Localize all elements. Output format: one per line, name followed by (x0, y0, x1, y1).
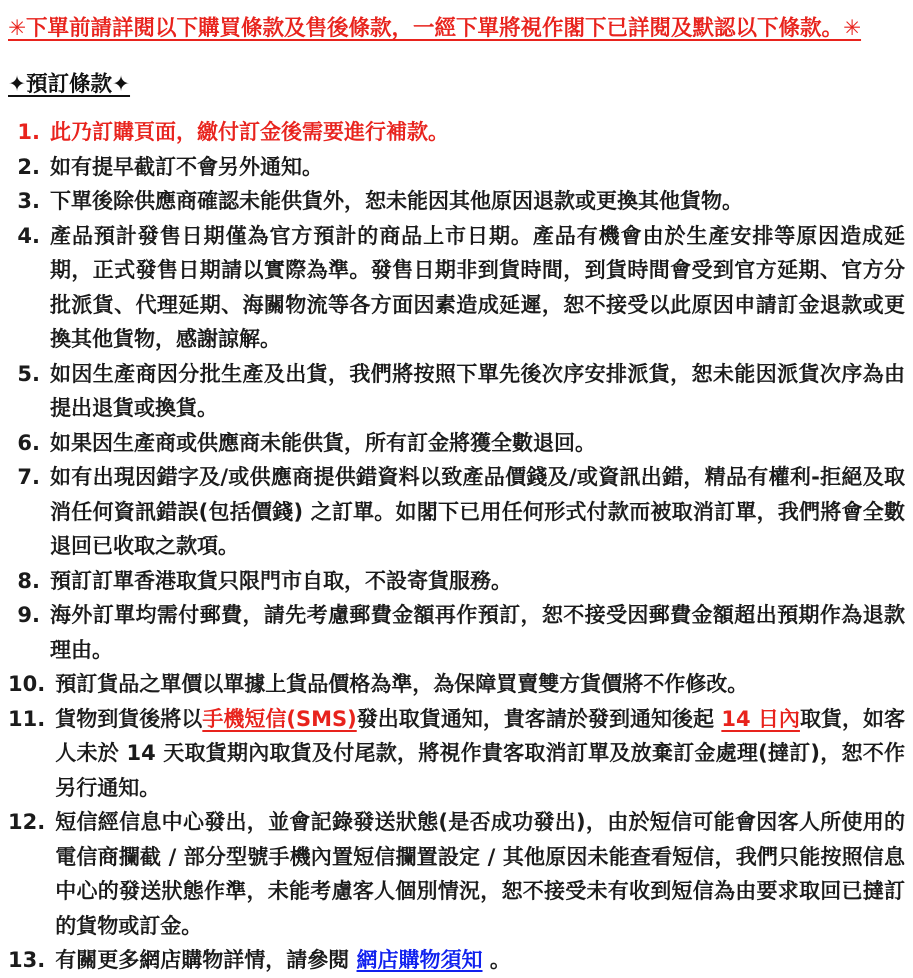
term-text (50, 357, 905, 426)
term-text-segment: 此乃訂購頁面，繳付訂金後需要進行補款。 (50, 120, 449, 144)
term-text-segment: 產品預計發售日期僅為官方預計的商品上市日期。產品有機會由於生產安排等原因造成延期，正式發售日期請以實際為準。發售日期非到貨時間，到貨時間會受到官方延期、官方分批派貨、代理延期、海關物流等各方面因素造成延遲，恕不接受以此原因申請訂金退款或更換其他貨物，感謝諒解。 (50, 223, 905, 351)
term-text (50, 219, 905, 357)
term-text (50, 115, 905, 150)
term-number: 3. (17, 189, 40, 213)
section-title-wrap (8, 70, 905, 100)
term-text (50, 184, 905, 219)
term-number: 7. (17, 465, 40, 489)
term-text-segment: 貨物到貨後將以 (55, 706, 203, 731)
term-text (55, 667, 905, 702)
term-item-7 (8, 460, 905, 564)
term-text-segment: 短信經信息中心發出，並會記錄發送狀態(是否成功發出)，由於短信可能會因客人所使用的電信商攔截 / 部分型號手機內置短信攔置設定 / 其他原因未能查看短信，我們只能按照信息中心的發送狀態作準，未能考慮客人個別情況，恕不接受未有收到短信為由要求取回已撻訂的貨物或訂金。 (55, 810, 905, 938)
term-text-segment: 預訂訂單香港取貨只限門市自取，不設寄貨服務。 (50, 568, 512, 593)
term-number: 4. (17, 223, 40, 248)
term-item-5 (8, 357, 905, 426)
term-item-8 (8, 564, 905, 599)
pickup-deadline-highlight: 14 日內 (721, 706, 800, 731)
term-text-segment: 取貨，如客人未於 14 天取貨期內取貨及付尾款，將視作貴客取消訂單及放棄訂金處理(撻訂)，恕不作另行通知。 (55, 706, 906, 800)
term-item-11 (8, 702, 905, 806)
term-text-segment: 有關更多網店購物詳情，請參閱 (55, 948, 357, 972)
term-text (55, 805, 905, 943)
term-number: 13. (8, 948, 46, 972)
term-item-12 (8, 805, 905, 943)
terms-list (8, 115, 905, 978)
term-number: 12. (8, 810, 46, 834)
term-text-segment: 發出取貨通知，貴客請於發到通知後起 (356, 706, 722, 731)
term-number: 2. (17, 154, 40, 179)
term-item-13 (8, 943, 905, 978)
term-number: 10. (8, 672, 46, 696)
term-text-segment: 下單後除供應商確認未能供貨外，恕未能因其他原因退款或更換其他貨物。 (50, 189, 743, 213)
term-number: 11. (8, 706, 46, 731)
term-item-1 (8, 115, 905, 150)
term-number: 5. (17, 361, 40, 386)
term-number: 1. (17, 120, 40, 144)
term-number: 6. (17, 430, 40, 455)
term-text (50, 426, 905, 461)
term-text (50, 598, 905, 667)
shop-guide-link[interactable]: 網店購物須知 (356, 948, 483, 972)
term-item-9 (8, 598, 905, 667)
term-number: 9. (17, 603, 40, 627)
term-text-segment: 預訂貨品之單價以單據上貨品價格為準，為保障買賣雙方貨價將不作修改。 (55, 672, 749, 696)
sms-highlight: 手機短信(SMS) (202, 706, 357, 731)
term-text (50, 460, 905, 564)
preorder-notice-header: ✳下單前請詳閱以下購買條款及售後條款，一經下單將視作閣下已詳閱及默認以下條款。✳ (8, 16, 862, 41)
term-text-segment: 如有出現因錯字及/或供應商提供錯資料以致產品價錢及/或資訊出錯，精品有權利-拒絕及取消任何資訊錯誤(包括價錢) 之訂單。如閣下已用任何形式付款而被取消訂單，我們將會全數退回已收取之款項。 (50, 465, 905, 558)
term-text-segment: 如因生產商因分批生產及出貨，我們將按照下單先後次序安排派貨，恕未能因派貨次序為由提出退貨或換貨。 (50, 361, 905, 420)
term-text-segment: 海外訂單均需付郵費，請先考慮郵費金額再作預訂，恕不接受因郵費金額超出預期作為退款理由。 (50, 603, 905, 662)
term-text (55, 702, 905, 806)
term-item-4 (8, 219, 905, 357)
term-text (50, 150, 905, 185)
term-text-segment: 。 (482, 948, 511, 972)
term-number: 8. (17, 568, 40, 593)
term-text (55, 943, 905, 978)
term-text (50, 564, 905, 599)
term-item-3 (8, 184, 905, 219)
term-text-segment: 如果因生產商或供應商未能供貨，所有訂金將獲全數退回。 (50, 430, 596, 455)
section-title-preorder-terms: ✦預訂條款✦ (8, 72, 131, 97)
term-item-10 (8, 667, 905, 702)
term-item-6 (8, 426, 905, 461)
term-item-2 (8, 150, 905, 185)
term-text-segment: 如有提早截訂不會另外通知。 (50, 154, 323, 179)
